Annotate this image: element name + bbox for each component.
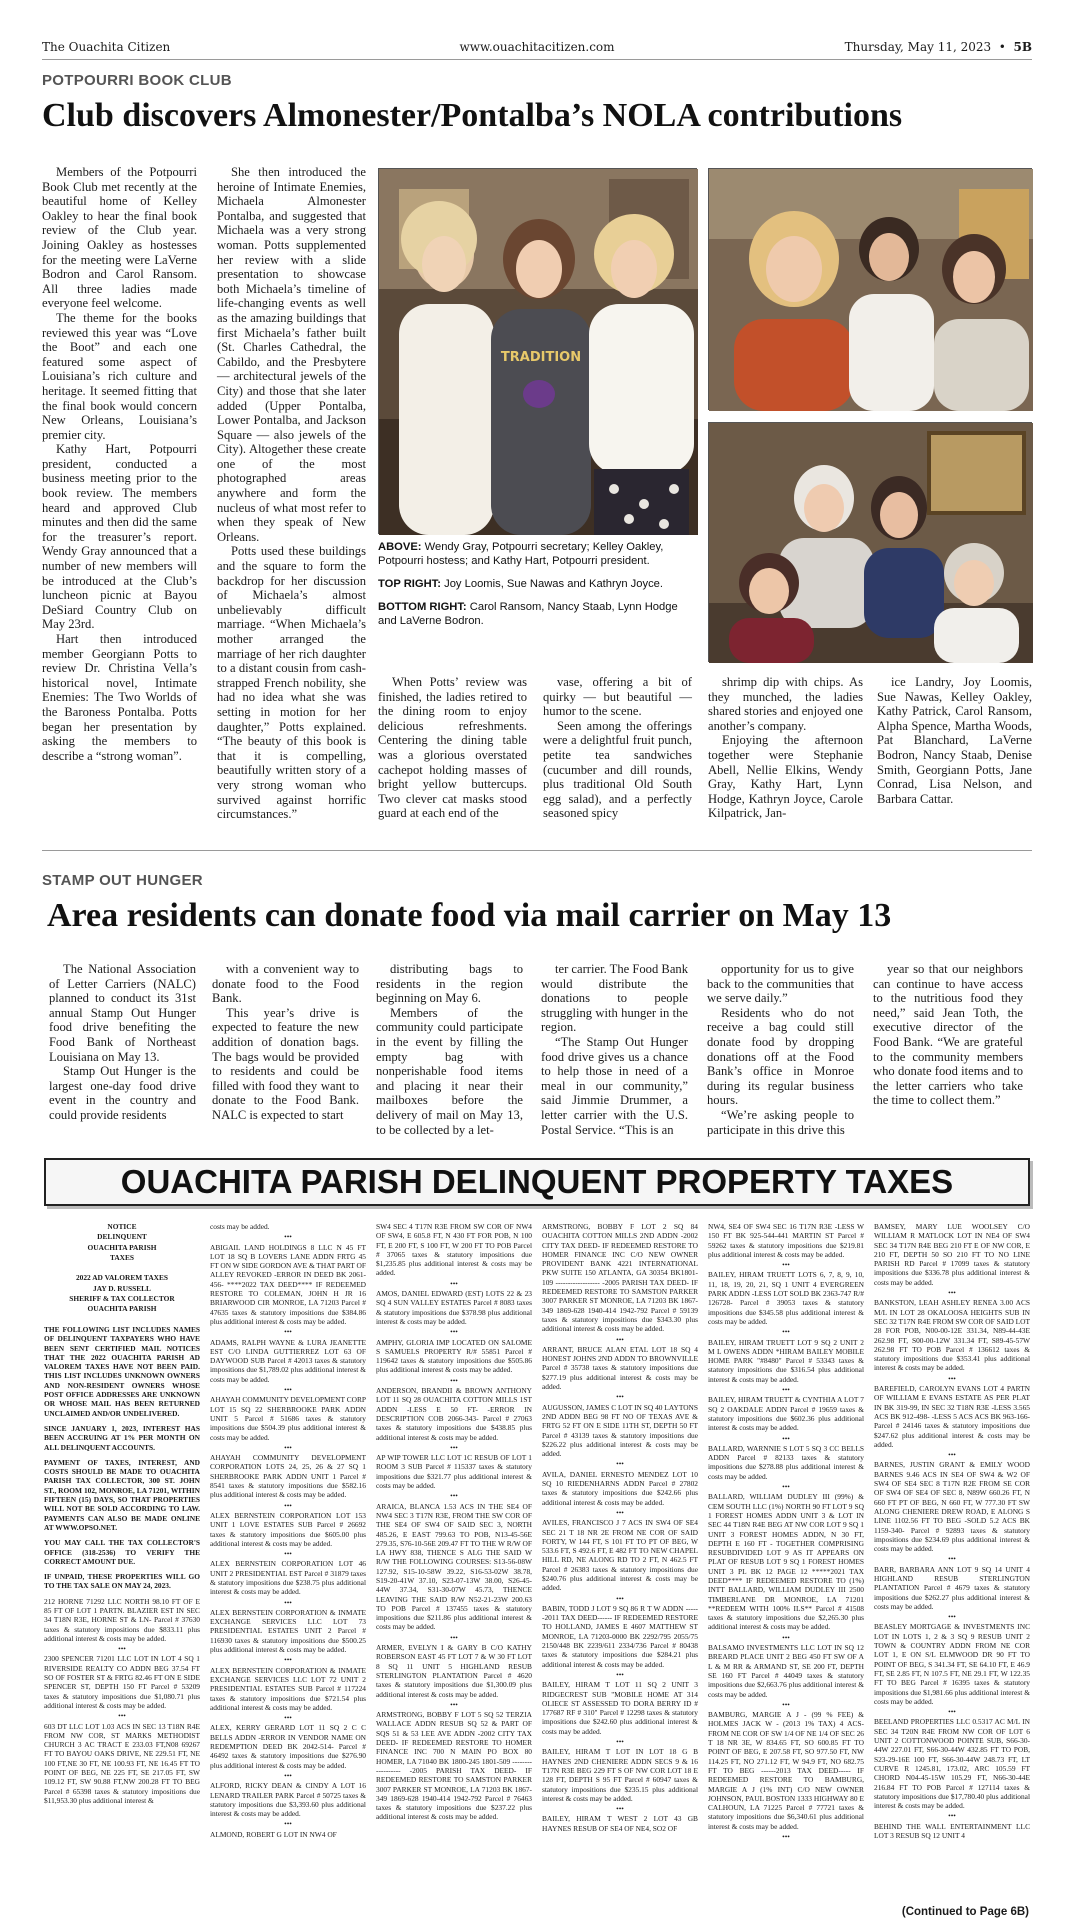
legal-notice-title-line: OUACHITA PARISH	[87, 1242, 157, 1252]
story2-column-4	[541, 962, 689, 1137]
entry-separator: •••	[782, 1433, 790, 1443]
legal-notice-title-line: SHERIFF & TAX COLLECTOR	[69, 1294, 175, 1304]
entry-separator: •••	[450, 1632, 458, 1642]
tax-entry: ALEX, KERRY GERARD LOT 11 SQ 2 C C BELLS ADDN -ERROR IN VENDOR NAME ON REDEMPTION DEED BK 2042-514- Parcel # 46492 taxes & statutory impositions due $276.90 plus additional interest & costs may be added.	[210, 1723, 366, 1770]
entry-separator: •••	[948, 1373, 956, 1383]
story1-column-1	[42, 165, 197, 830]
entry-separator: •••	[948, 1450, 956, 1460]
legal-notice-title-line: DELINQUENT	[97, 1232, 147, 1242]
tax-entry: BALSAMO INVESTMENTS LLC LOT IN SQ 12 BREARD PLACE UNIT 2 BEG 450 FT SW OF A L & M RR & ARMAND ST, SE 200 FT, DEPTH SE 160 FT Parcel # 44049 taxes & statutory impositions due $2,663.76 plus additional interest & costs may be added.	[708, 1643, 864, 1699]
tax-entry: BEHIND THE WALL ENTERTAINMENT LLC LOT 3 RESUB SQ 12 UNIT 4	[874, 1821, 1030, 1840]
shirt-text: TRADITION	[500, 350, 582, 365]
tax-entry: ARAICA, BLANCA 1.53 ACS IN THE SE4 OF NW4 SEC 3 T17N R3E, FROM THE SW COR OF THE SE4 OF SW4 OF SAID SEC 3, NORTH 485.26, E EAST 799.63 TO POB, N13-45-56E 279.35, S76-10-56E 209.47 FT TO THE W R/W OF LA HWY 838, THENCE S ALG THE SAID W R/W THE FOLLOWING COURSES: S13-56-08W 127.92, S15-10-58W 39.22, S16-53-02W 38.78, S19-20-41W 37.10, S23-07-13W 38.00, S26-45-44W 37.34, S31-30-07W 45.73, THENCE LEAVING THE SAID R/W N52-21-23W 200.63 TO POB Parcel # 137455 taxes & statutory impositions due $211.86 plus additional interest & costs may be added.	[376, 1501, 532, 1632]
entry-separator: •••	[450, 1327, 458, 1337]
tax-entry: 2300 SPENCER 71201 LLC LOT IN LOT 4 SQ 1 RIVERSIDE REALTY CO ADDN BEG 37.54 FT SO OF FOSTER ST & FRTG 82.46 FT ON E SIDE SPENCER ST, DEPTH 150 FT Parcel # 53209 taxes & statutory impositions due $1,080.71 plus additional interest & costs may be added.	[44, 1654, 200, 1710]
tax-entry: 212 HORNE 71292 LLC NORTH 98.10 FT OF E 85 FT OF LOT 1 PARTN. BLAZIER EST IN SEC 34 T18N R3E, HORNE ST & LN- Parcel # 37630 taxes & statutory impositions due $833.11 plus additional interest & costs may be added.	[44, 1596, 200, 1643]
tax-entry: BALLARD, WARNNIE S LOT 5 SQ 3 CC BELLS ADDN Parcel # 82133 taxes & statutory impositions due $278.88 plus additional interest & costs may be added.	[708, 1443, 864, 1481]
continued-note: (Continued to Page 6B)	[901, 1906, 1029, 1918]
caption-label: BOTTOM RIGHT:	[378, 601, 470, 613]
paper-url[interactable]: www.ouachitacitizen.com	[459, 40, 615, 54]
tax-entry: ALEX BERNSTEIN CORPORATION & INMATE EXCHANGE SERVICES LLC LOT 72 UNIT 2 PRESIDENTIAL ESTATES SUB Parcel # 117224 taxes & statutory impositions due $721.54 plus additional interest & costs may be added.	[210, 1665, 366, 1712]
paragraph: The National Association of Letter Carriers (NALC) planned to conduct its 31st annual Stamp Out Hunger food drive benefiting the Food Bank of Northeast Louisiana on May 13.	[49, 962, 196, 1064]
tax-entry: AVILES, FRANCISCO J 7 ACS IN SW4 OF SE4 SEC 21 T 18 NR 2E FROM NE COR OF SAID FORTY, W 144 FT, S 101 FT TO PT OF BEG, W 533.6 FT, S 492.6 FT, E 482 FT TO NEW CHAPEL HILL RD, NE ALONG RD TO 2 FT, N 462.5 FT Parcel # 26383 taxes & statutory impositions due $240.76 plus additional interest & costs may be added.	[542, 1518, 698, 1593]
story1-column-4	[543, 675, 692, 835]
tax-entry: AHAYAH COMMUNITY DEVELOPMENT CORP LOT 15 SQ 22 SHERBROOKE PARK ADDN UNIT 5 Parcel # 51686 taxes & statutory impositions due $504.39 plus additional interest & costs may be added.	[210, 1395, 366, 1442]
tax-entry: BARR, BARBARA ANN LOT 9 SQ 14 UNIT 4 HIGHLAND RESUB STERLINGTON PLANTATION Parcel # 4679 taxes & statutory impositions due $262.27 plus additional interest & costs may be added.	[874, 1564, 1030, 1611]
photo-top-right	[708, 168, 1032, 410]
entry-separator: •••	[782, 1632, 790, 1642]
tax-entry: NW4, SE4 OF SW4 SEC 16 T17N R3E -LESS W 150 FT BK 925-544-441 MARTIN ST Parcel # 59262 taxes & statutory impositions due $219.81 plus additional interest & costs may be added.	[708, 1222, 864, 1259]
caption	[378, 577, 698, 591]
section-divider	[42, 850, 1032, 851]
story2-kicker: STAMP OUT HUNGER	[42, 872, 203, 889]
story1-column-3	[378, 675, 527, 835]
tax-entry: BAILEY, HIRAM T LOT IN LOT 18 G B HAYNES 2ND CHENIERE ADDN SECS 9 & 16 T17N R3E BEG 229 FT S OF NW COR LOT 18 E 128 FT, DEPTH S 95 FT Parcel # 60947 taxes & statutory impositions due $235.15 plus additional interest & costs may be added.	[542, 1747, 698, 1803]
tax-entry: AHAYAH COMMUNITY DEVELOPMENT CORPORATION LOTS 24, 25, 26 & 27 SQ 1 SHERBROOKE PARK ADDN UNIT 1 Parcel # 8541 taxes & statutory impositions due $582.16 plus additional interest & costs may be added.	[210, 1453, 366, 1500]
legal-notice-title-line: JAY D. RUSSELL	[93, 1283, 151, 1293]
tax-entry: ARMSTRONG, BOBBY F LOT 2 SQ 84 OUACHITA COTTON MILLS 2ND ADDN -2002 CITY TAX DEED- IF REDEEMED RESTORE TO HOMER FINANCE INC C/O NEW OWNER PROVIDENT BANK 4221 INTERNATIONAL PKW SUITE 150 ATLANTA, GA 30354 BK1801-109 ------------------ -2005 PARISH TAX DEED- IF REDEEMED RESTORE TO SAMSTON PARKER 3007 PARKER ST MONROE, LA 71203 BK 1867-349 1869-628 1940-414 1942-792 Parcel # 59139 taxes & statutory impositions due $343.30 plus additional interest & costs may be added.	[542, 1222, 698, 1334]
entry-separator: •••	[948, 1707, 956, 1717]
photo-captions	[378, 540, 698, 665]
legal-column-4	[542, 1222, 698, 1902]
tax-entry: AMPHY, GLORIA IMP LOCATED ON SALOME S SAMUELS PROPERTY R/# 55851 Parcel # 119642 taxes & statutory impositions due $505.86 plus additional interest & costs may be added.	[376, 1337, 532, 1375]
tax-entry: AMOS, DANIEL EDWARD (EST) LOTS 22 & 23 SQ 4 SUN VALLEY ESTATES Parcel # 8083 taxes & statutory impositions due $378.98 plus additional interest & costs may be added.	[376, 1289, 532, 1326]
legal-column-5	[708, 1222, 864, 1902]
paragraph: Enjoying the afternoon together were Stephanie Abell, Nellie Elkins, Wendy Gray, Kathy Hart, Lynn Hodge, Kathryn Joyce, Carole Kilpatrick, Jan-	[708, 733, 863, 821]
story1-column-2	[217, 165, 366, 830]
entry-separator: •••	[118, 1644, 126, 1654]
story1-headline: Club discovers Almonester/Pontalba’s NOLA contributions	[42, 97, 903, 134]
story2-column-3	[376, 962, 523, 1137]
tax-entry: BABIN, TODD J LOT 9 SQ 86 R T W ADDN ------2011 TAX DEED------ IF REDEEMED RESTORE TO HOLLAND, JAMES E 4607 MATTHEW ST MONROE, LA 71203-0000 BK 2292/795 2055/75 2150/448 BK 2239/611 2334/736 Parcel # 80438 taxes & statutory impositions due $284.21 plus additional interest & costs may be added.	[542, 1603, 698, 1669]
entry-separator: •••	[948, 1612, 956, 1622]
story2-column-5	[707, 962, 854, 1137]
entry-separator: •••	[782, 1699, 790, 1709]
legal-notice-paragraph: YOU MAY CALL THE TAX COLLECTOR'S OFFICE (318-2536) TO VERIFY THE CORRECT AMOUNT DUE.	[44, 1538, 200, 1566]
entry-separator: •••	[284, 1655, 292, 1665]
tax-entry: BARNES, JUSTIN GRANT & EMILY WOOD BARNES 9.46 ACS IN SE4 OF SW4 & W2 OF SW4 OF SE4 SEC 8 T17N R2E FROM SE COR OF SW4 OF SE4 OF SEC 8, N89W 660.26 FT, N 660 FT PT OF BEG, N 660 FT, W 777.30 FT SW ALONG CHENIERE DREW ROAD, E ALONG S LINE 1102.56 FT TO BEG -SOLD 5.2 ACS BK 1159-340- Parcel # 92893 taxes & statutory impositions due $234.69 plus additional interest & costs may be added.	[874, 1460, 1030, 1554]
tax-entry: ANDERSON, BRANDII & BROWN ANTHONY LOT 11 SQ 28 OUACHITA COTTON MILLS 1ST ADDN -LESS E 50 FT- -ERROR IN DESCRIPTION COB 2066-343- Parcel # 27063 taxes & statutory impositions due $438.85 plus additional interest & costs may be added.	[376, 1386, 532, 1442]
entry-separator: •••	[450, 1699, 458, 1709]
paragraph: This year’s drive is expected to feature the new addition of donation bags. The bags would be provided to residents and could be filled with food they want to donate to the Food Bank. NALC is expected to start	[212, 1005, 359, 1122]
tax-entry: AVILA, DANIEL ERNESTO MENDEZ LOT 10 SQ 10 RIEDENHARNS ADDN Parcel # 27802 taxes & statutory impositions due $242.66 plus additional interest & costs may be added.	[542, 1469, 698, 1507]
entry-separator: •••	[782, 1327, 790, 1337]
tax-entry: ALFORD, RICKY DEAN & CINDY A LOT 16 LENARD TRAILER PARK Parcel # 50725 taxes & statutory impositions due $3,393.60 plus additional interest & costs may be added.	[210, 1781, 366, 1819]
paragraph: Stamp Out Hunger is the largest one-day food drive event in the country and could provide residents	[49, 1064, 196, 1122]
paragraph: Members of the Potpourri Book Club met recently at the beautiful home of Kelley Oakley to hear the final book review of the Club year. Joining Oakley as hostesses for the meeting were LaVerne Bodron and Carol Ransom. All three ladies made everyone feel welcome.	[42, 165, 197, 311]
paragraph: opportunity for us to give back to the communities that we serve daily.”	[707, 962, 854, 1006]
legal-column-2	[210, 1222, 366, 1902]
entry-separator: •••	[284, 1549, 292, 1559]
legal-notice-title-line: 2022 AD VALOREM TAXES	[75, 1273, 169, 1283]
tax-entry: SW4 SEC 4 T17N R3E FROM SW COR OF NW4 OF SW4, E 605.8 FT, N 430 FT FOR POB, N 100 FT, E 200 FT, S 100 FT, W 200 FT TO POB Parcel # 37065 taxes & statutory impositions due $1,235.85 plus additional interest & costs may be added.	[376, 1222, 532, 1278]
tax-entry: ALEX BERNSTEIN CORPORATION LOT 46 UNIT 2 PRESIDENTIAL EST Parcel # 31879 taxes & statutory impositions due $238.75 plus additional interest & costs may be added.	[210, 1559, 366, 1597]
page-header	[42, 40, 1032, 60]
entry-separator: •••	[284, 1500, 292, 1510]
entry-separator: •••	[948, 1554, 956, 1564]
entry-separator: •••	[284, 1819, 292, 1829]
tax-entry: BAILEY, HIRAM TRUETT & CYNTHIA A LOT 7 SQ 2 OAKDALE ADDN Parcel # 19659 taxes & statutory impositions due $602.36 plus additional interest & costs may be added.	[708, 1395, 864, 1433]
story2-column-1	[49, 962, 196, 1122]
entry-separator: •••	[948, 1288, 956, 1298]
entry-separator: •••	[284, 1597, 292, 1607]
page-number: 5B	[1013, 40, 1032, 54]
photo-three-women	[379, 169, 698, 535]
legal-notice-paragraph: PAYMENT OF TAXES, INTEREST, AND COSTS SHOULD BE MADE TO OUACHITA PARISH TAX COLLECTOR, 300 ST. JOHN ST., ROOM 102, MONROE, LA 71201, WITHIN FIFTEEN (15) DAYS, SO THAT PROPERTIES WILL NOT BE SOLD ACCORDING TO LAW. PAYMENTS CAN ALSO BE MADE ONLINE AT WWW.OPSO.NET.	[44, 1457, 200, 1532]
entry-separator: •••	[284, 1327, 292, 1337]
paragraph: Hart then introduced member Georgiann Potts to review Dr. Christina Vella’s historical novel, Intimate Enemies: The Two Worlds of the Baroness Pontalba. Potts began her presentation by asking the members to describe a “strong woman”.	[42, 632, 197, 763]
paragraph: Seen among the offerings were a delightful fruit punch, petite tea sandwiches (cucumber and dill rounds, plus traditional Old South egg salad), and a perfectly seasoned spicy	[543, 718, 692, 821]
legal-title: OUACHITA PARISH DELINQUENT PROPERTY TAXES	[44, 1158, 1030, 1206]
entry-separator: •••	[616, 1804, 624, 1814]
entry-separator: •••	[782, 1260, 790, 1270]
photo-bottom-right	[708, 422, 1032, 662]
paragraph: ice Landry, Joy Loomis, Sue Nawas, Kelley Oakley, Kathy Patrick, Carol Ransom, Alpha Spence, Martha Woods, Pat Blanchard, LaVerne Bodron, Nancy Staab, Denise Smith, Georgiann Potts, Jane Conrad, Lisa Nelson, and Barbara Cattar.	[877, 675, 1032, 806]
tax-entry: ABIGAIL LAND HOLDINGS 8 LLC N 45 FT LOT 18 SQ B LOVERS LANE ADDN FRTG 45 FT ON W SIDE GORDON AVE & THAT PART OF ALLEY REVOKED -ERROR IN DEED BK 2061-456- ****2022 TAX DEED**** IF REDEEMED RESTORE TO COLEMAN, JOHN H JR 16 BRIARWOOD CIR MONROE, LA 71203 Parcel # 47635 taxes & statutory impositions due $384.86 plus additional interest & costs may be added.	[210, 1242, 366, 1326]
paragraph: with a convenient way to donate food to the Food Bank.	[212, 962, 359, 1006]
paragraph: Residents who do not receive a bag could still donate food by dropping donations off at the Food Bank’s office in Monroe during its regular business hours.	[707, 1005, 854, 1108]
story1-column-5	[708, 675, 863, 835]
tax-entry: BEELAND PROPERTIES LLC 0.5317 AC M/L IN SEC 34 T20N R4E FROM NW COR OF LOT 6 UNIT 2 COTTONWOOD POINTE SUB, S66-30-44W 227.01 FT, S66-30-44W 432.85 FT TO POB, S23-29-16E 100 FT, S66-30-44W 248.73 FT, LT CURVE R 1245.81, 173.02, ARC 105.59 FT CHORD N04-45-15W 105.29 FT, N66-30-44E 216.84 FT TO POB Parcel # 127114 taxes & statutory impositions due $17,780.40 plus additional interest & costs may be added.	[874, 1717, 1030, 1811]
tax-entry: BAREFIELD, CAROLYN EVANS LOT 4 PARTN OF WILLIAM E EVANS ESTATE AS PER PLAT IN BK 319-99, IN SEC 32 T18N R3E -LESS 3.565 ACS BK 912-498- -LESS 5 ACS ACS BK 963-166- Parcel # 24146 taxes & statutory impositions due $247.62 plus additional interest & costs may be added.	[874, 1384, 1030, 1449]
paragraph: The theme for the books reviewed this year was “Love the Boot” and each one featured some aspect of Louisiana’s rich culture and heritage. It seemed fitting that the final book would concern New Orleans, Louisiana’s premier city.	[42, 310, 197, 442]
photo-three-women-top	[709, 169, 1033, 411]
photo-four-women	[709, 423, 1033, 663]
entry-separator: •••	[616, 1459, 624, 1469]
entry-separator: •••	[450, 1491, 458, 1501]
tax-entry: BEASLEY MORTGAGE & INVESTMENTS INC LOT IN LOTS 1, 2 & 3 SQ 9 RESUB UNIT 2 TOWN & COUNTRY ADDN FROM NE COR LOT 1, E ON S/L ELMWOOD DR 90 FT TO POINT OF BEG, S 341.34 FT, SE 64.10 FT, E 46.9 FT, SE 2.85 FT, N 107.5 FT, NE 29.1 FT, W 122.35 FT TO BEG Parcel # 16395 taxes & statutory impositions due $1,981.66 plus additional interest & costs may be added.	[874, 1622, 1030, 1706]
issue-date: Thursday, May 11, 2023 • 5B	[844, 40, 1032, 54]
legal-column-6	[874, 1222, 1030, 1902]
legal-notice-title-line: NOTICE	[107, 1222, 137, 1231]
paragraph: distributing bags to residents in the region beginning on May 6.	[376, 962, 523, 1006]
entry-separator: •••	[284, 1713, 292, 1723]
entry-separator: •••	[450, 1278, 458, 1288]
entry-separator: •••	[118, 1711, 126, 1721]
paragraph: “We’re asking people to participate in this drive this	[707, 1107, 854, 1137]
paragraph: When Potts’ review was finished, the ladies retired to the dining room to enjoy delicious refreshments. Centering the dining table was a glorious overstated cachepot holding masses of bright yellow buttercups. Two clever cat masks stood guard at each end of the	[378, 675, 527, 821]
story2-column-2	[212, 962, 359, 1122]
tax-entry: AUGUSSON, JAMES C LOT IN SQ 40 LAYTONS 2ND ADDN BEG 98 FT NO OF TEXAS AVE & FRTG 52 FT ON E SIDE 11TH ST, DEPTH 50 FT Parcel # 43139 taxes & statutory impositions due $226.22 plus additional interest & costs may be added.	[542, 1402, 698, 1459]
legal-notice-paragraph: THE FOLLOWING LIST INCLUDES NAMES OF DELINQUENT TAXPAYERS WHO HAVE BEEN SENT CERTIFIED MAIL NOTICES THAT THE 2022 OUACHITA PARISH AD VALOREM TAXES HAVE NOT BEEN PAID. THIS LIST INCLUDES UNKNOWN OWNERS AND NON-RESIDENT OWNERS WHOSE POST OFFICE ADDRESSES ARE UNKNOWN OR WHOSE MAIL HAS BEEN RETURNED UNCLAIMED AND/OR UNDELIVERED.	[44, 1324, 200, 1418]
tax-entry: BANKSTON, LEAH ASHLEY RENEA 3.00 ACS M/L IN LOT 28 OKALOOSA HEIGHTS SUB IN SEC 32 T17N R4E FROM SW COR OF SAID LOT 28 FOR POB, N00-00-12E 331.34, N89-44-43E 262.98 FT, S00-00-12W 331.34 FT, S89-45-57W 262.98 FT TO POB Parcel # 136612 taxes & statutory impositions due $353.41 plus additional interest & costs may be added.	[874, 1298, 1030, 1373]
story1-column-6	[877, 675, 1032, 835]
caption-text: Joy Loomis, Sue Nawas and Kathryn Joyce.	[444, 578, 663, 590]
legal-column-1	[44, 1222, 200, 1902]
entry-separator: •••	[616, 1669, 624, 1679]
paragraph: vase, offering a bit of quirky — but beautiful — humor to the scene.	[543, 675, 692, 719]
tax-entry: AP WIP TOWER LLC LOT 1C RESUB OF LOT 1 ROOM 3 SUB Parcel # 115337 taxes & statutory impositions due $321.77 plus additional interest & costs may be added.	[376, 1453, 532, 1491]
tax-entry: ARRANT, BRUCE ALAN ETAL LOT 18 SQ 4 HONEST JOHNS 2ND ADDN TO BROWNVILLE Parcel # 35738 taxes & statutory impositions due $277.19 plus additional interest & costs may be added.	[542, 1344, 698, 1392]
entry-separator: •••	[450, 1375, 458, 1385]
paragraph: “The Stamp Out Hunger food drive gives us a chance to help those in need of a meal in our community,” said Jimmie Drummer, a letter carrier with the U.S. Postal Service. “This is an	[541, 1034, 688, 1137]
tax-entry: BAILEY, HIRAM TRUETT LOTS 6, 7, 8, 9, 10, 11, 18, 19, 20, 21, SQ 1 UNIT 4 EVERGREEN PARK ADDN -LESS LOT SOLD BK 2363-747 R/# 126728- Parcel # 39053 taxes & statutory impositions due $345.58 plus additional interest & costs may be added.	[708, 1270, 864, 1326]
tax-entry: ARMER, EVELYN I & GARY B C/O KATHY ROBERSON EAST 45 FT LOT 7 & W 30 FT LOT 8 SQ 11 UNIT 5 HIGHLAND RESUB STERLINGTON PLANTATION Parcel # 4620 taxes & statutory impositions due $1,300.09 plus additional interest & costs may be added.	[376, 1643, 532, 1699]
legal-column-3	[376, 1222, 532, 1902]
entry-separator: •••	[616, 1737, 624, 1747]
photo-main	[378, 168, 697, 534]
entry-separator: •••	[616, 1334, 624, 1344]
story2-column-6	[873, 962, 1023, 1122]
entry-separator: •••	[284, 1232, 292, 1242]
paragraph: year so that our neighbors can continue to have access to the nutritious food they need,” said Jean Toth, the executive director of the Food Bank. “We are grateful to the community members who donate food items and to the letter carriers who take the time to collect them.”	[873, 962, 1023, 1108]
paragraph: Members of the community could participate in the event by filling the empty bag with nonperishable food items and placing it near their mailboxes before the delivery of mail on May 13, to be collected by a let-	[376, 1005, 523, 1137]
tax-entry: ARMSTRONG, BOBBY F LOT 5 SQ 52 TERZIA WALLACE ADDN RESUB SQ 52 & PART OF SQS 51 & 53 LEE AVE ADDN -2002 CITY TAX DEED- IF REDEEMED RESTORE TO HOMER FINANCE INC 700 N MAIN PO BOX 80 HOMER, LA 71040 BK 1800-245 1801-509 ------------------ -2005 PARISH TAX DEED- IF REDEEMED RESTORE TO SAMSTON PARKER 3007 PARKER ST MONROE, LA 71203 BK 1867-349 1869-628 1940-414 1942-792 Parcel # 76463 taxes & statutory impositions due $237.22 plus additional interest & costs may be added.	[376, 1710, 532, 1822]
entry-separator: •••	[284, 1442, 292, 1452]
paragraph: ter carrier. The Food Bank would distribute the donations to people struggling with hunger in the region.	[541, 962, 689, 1035]
paragraph: Potts used these buildings and the square to form the backdrop for her discussion of Michaela’s almost unbelievably difficult marriage. “When Michaela’s mother arranged the marriage of her rich daughter to a distant cousin from cash-strapped French nobility, she had no idea what she was setting in motion for her daughter,” Potts explained. “The beauty of this book is that it is compelling, beautifully written story of a very strong woman who survived against horrific circumstances.”	[217, 544, 366, 822]
tax-entry: 603 DT LLC LOT 1.03 ACS IN SEC 13 T18N R4E FROM NW COR, ST MARKS METHODIST CHURCH 3 AC TRACT E 233.03 FT,N08 69267 FT TO BAYOU OAKS DRIVE, NE 229.51 FT, NE 100 FT,NE 30 FT, NE 100.93 FT, NE 16.45 FT TO POINT OF BEG, NE 225 FT, SE 217.05 FT, SW 109.12 FT, SW 90.88 FT,NW 200.28 FT TO BEG Parcel # 65398 taxes & statutory impositions due $11,953.30 plus additional interest &	[44, 1721, 200, 1805]
tax-entry: costs may be added.	[210, 1222, 270, 1231]
caption-label: ABOVE:	[378, 541, 425, 553]
entry-separator: •••	[450, 1442, 458, 1452]
tax-entry: BAMBURG, MARGIE A J - (99 % FEE) & HOLMES JACK W - (2013 1% TAX) 4 ACS- FROM NE COR OF SW 1/4 OF NE 1/4 OF SEC 26 T 18 NR 3E, W 834.65 FT, SO 600.85 FT TO POINT OF BEG, E 207.58 FT, SO 977.50 FT, NW 114.25 FT, NO 271.12 FT, W 94.9 FT, NO 682.75 FT TO BEG ------2013 TAX DEED----- IF REDEEMED RESTORE TO BAMBURG, MARGIE A J (1% INT) C/O NEW OWNER JOHNSON, PAUL BOSTON 1333 HIGHWAY 80 E CALHOUN, LA 71225 Parcel # 77721 taxes & statutory impositions due $6,340.61 plus additional interest & costs may be added.	[708, 1710, 864, 1831]
tax-entry: BAILEY, HIRAM T LOT 11 SQ 2 UNIT 3 RIDGECREST SUB "MOBILE HOME AT 314 OLIECE ST ASSESSED TO DORA BERRY ID # 177687 RF # 310" Parcel # 12298 taxes & statutory impositions due $242.60 plus additional interest & costs may be added.	[542, 1680, 698, 1736]
entry-separator: •••	[948, 1811, 956, 1821]
legal-notice-title-line	[44, 1315, 200, 1324]
legal-notice-title-line: OUACHITA PARISH	[87, 1304, 157, 1314]
paragraph: shrimp dip with chips. As they munched, the ladies shared stories and enjoyed one another’s company.	[708, 675, 863, 733]
entry-separator: •••	[616, 1593, 624, 1603]
tax-entry: BAMSEY, MARY LUE WOOLSEY C/O WILLIAM R MATLOCK LOT IN NE4 OF SW4 SEC 34 T17N R4E BEG 210 FT E OF NW COR, E 210 FT, DEPTH 50 SO 210 FT TO NO LINE PARISH RD Parcel # 17099 taxes & statutory impositions due $336.78 plus additional interest & costs may be added.	[874, 1222, 1030, 1287]
tax-entry: ALMOND, ROBERT G LOT IN NW4 OF	[210, 1829, 337, 1839]
caption-text: Wendy Gray, Potpourri secretary; Kelley Oakley, Potpourri hostess; and Kathy Hart, Potpourri president.	[378, 541, 664, 567]
tax-entry: BAILEY, HIRAM TRUETT LOT 9 SQ 2 UNIT 2 M L OWENS ADDN *HIRAM BAILEY MOBILE HOME PARK "#8480" Parcel # 53343 taxes & statutory impositions due $316.54 plus additional interest & costs may be added.	[708, 1337, 864, 1384]
paragraph: Kathy Hart, Potpourri president, conducted a business meeting prior to the book review. The members heard and approved Club minutes and then did the same for the treasurer’s report. Wendy Gray announced that a number of new members will be introduced at the Club’s luncheon picnic at Bayou DeSiard Country Club on May 23rd.	[42, 442, 197, 632]
legal-notice-paragraph: SINCE JANUARY 1, 2023, INTEREST HAS BEEN ACCRUING AT 1% PER MONTH ON ALL DELINQUENT ACCOUNTS.	[44, 1423, 200, 1452]
tax-entry: ALEX BERNSTEIN CORPORATION LOT 153 UNIT 1 LOVE ESTATES SUB Parcel # 26692 taxes & statutory impositions due $605.00 plus additional interest & costs may be added.	[210, 1510, 366, 1548]
entry-separator: •••	[782, 1385, 790, 1395]
caption	[378, 540, 698, 568]
entry-separator: •••	[284, 1385, 292, 1395]
entry-separator: •••	[782, 1832, 790, 1841]
entry-separator: •••	[616, 1392, 624, 1402]
entry-separator: •••	[782, 1482, 790, 1492]
caption-label: TOP RIGHT:	[378, 578, 445, 590]
caption-text: Carol Ransom, Nancy Staab, Lynn Hodge and LaVerne Bodron.	[378, 601, 678, 627]
tax-entry: ALEX BERNSTEIN CORPORATION & INMATE EXCHANGE SERVICES LLC LOT 73 PRESIDENTIAL ESTATES UNIT 2 Parcel # 116930 taxes & statutory impositions due $500.25 plus additional interest & costs may be added.	[210, 1607, 366, 1655]
entry-separator: •••	[616, 1507, 624, 1517]
entry-separator: •••	[284, 1770, 292, 1780]
caption	[378, 600, 698, 628]
legal-notice-paragraph: IF UNPAID, THESE PROPERTIES WILL GO TO THE TAX SALE ON MAY 24, 2023.	[44, 1572, 200, 1591]
tax-entry: ADAMS, RALPH WAYNE & LURA JEANETTE EST C/O LINDA GUTTIERREZ LOT 63 OF DAYWOOD SUB Parcel # 42013 taxes & statutory impositions due $1,789.02 plus additional interest & costs may be added.	[210, 1337, 366, 1384]
story2-headline: Area residents can donate food via mail carrier on May 13	[47, 897, 892, 934]
paragraph: She then introduced the heroine of Intimate Enemies, Michaela Almonester Pontalba, and suggested that Michaela was a very strong woman. Potts supplemented her review with a slide presentation to showcase both Michaela’s timeline of life-changing events as well as the amazing buildings that first Michaela’s father built (St. Charles Cathedral, the Cabildo, and the Presbytere — architectural jewels of the City) and those that she later added (Upper Pontalba, Lower Pontalba, and Jackson Square — also jewels of the City). Altogether these create one of the most photographed areas anywhere and form the nucleus of what most refer to when they speak of New Orleans.	[217, 165, 366, 544]
legal-notice-title-line: TAXES	[109, 1252, 135, 1262]
tax-entry: BALLARD, WILLIAM DUDLEY III (99%) & CEM SOUTH LLC (1%) NORTH 90 FT LOT 9 SQ 1 FOREST HOMES ADDN UNIT 3 & LOT IN SEC 44 T18N R4E BEG AT NW COR LOT 9 SQ 1 UNIT 3 FOREST HOMES ADDN, N 30 FT, DEPTH E 160 FT - TOGETHER COMPRISING RESUBDIVIDED LOT 9 AS IT APPEARS ON PLAT OF RESUB LOT 9 SQ 1 FOREST HOMES UNIT 3 PL BK 12 PAGE 12 *****2021 TAX DEED**** IF REDEEMED RESTORE TO (1%) INTT BALLARD, WILLIAM DUDLEY III 2500 TIMBERLANE DR MONROE, LA 71201 **REDEEM WITH 100% ILS** Parcel # 41508 taxes & statutory impositions due $2,265.30 plus additional interest & costs may be added.	[708, 1492, 864, 1632]
paper-name: The Ouachita Citizen	[42, 40, 171, 54]
story1-kicker: POTPOURRI BOOK CLUB	[42, 72, 232, 89]
legal-notice-title-line	[44, 1263, 200, 1272]
tax-entry: BAILEY, HIRAM T WEST 2 LOT 43 GB HAYNES RESUB OF SE4 OF NE4, SO2 OF	[542, 1814, 698, 1833]
